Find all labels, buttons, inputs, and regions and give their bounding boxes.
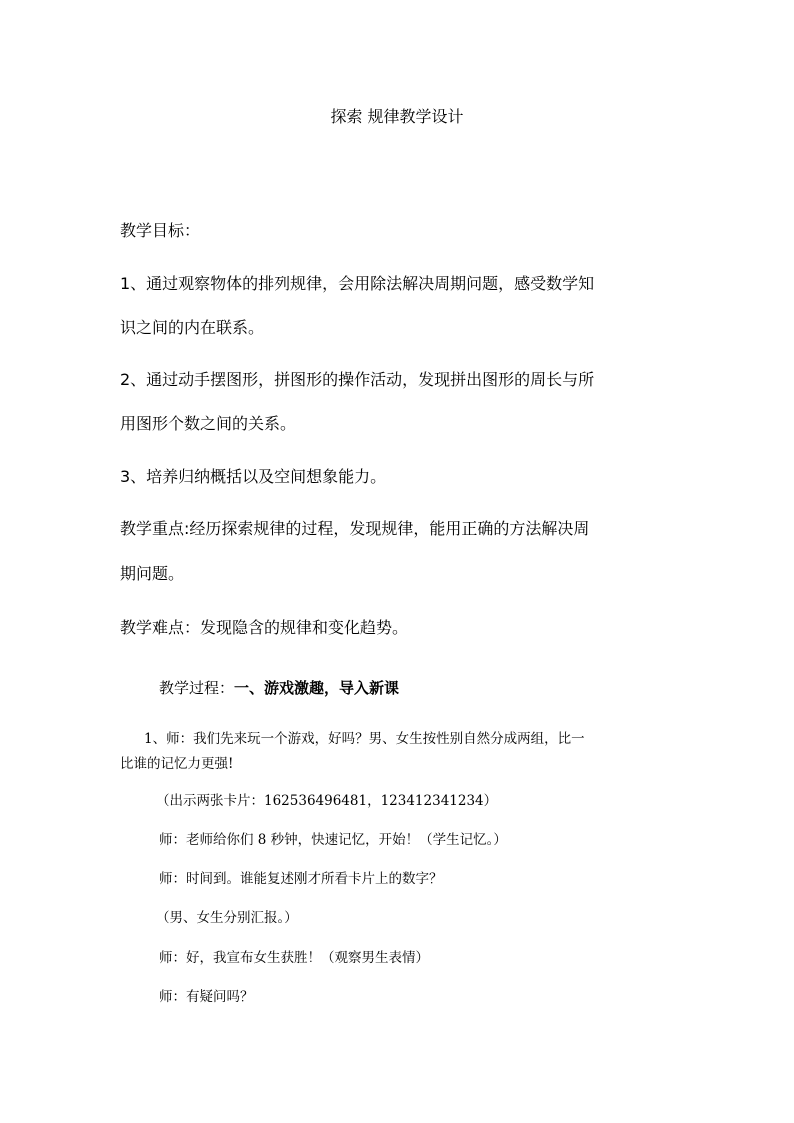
dialogue-4: 师：时间到。谁能复述刚才所看卡片上的数字？ — [159, 871, 443, 887]
process-label: 教学过程： — [159, 679, 235, 697]
difficulty-text: 教学难点：发现隐含的规律和变化趋势。 — [120, 618, 409, 637]
dialogue-6: 师：好，我宣布女生获胜！（观察男生表情） — [159, 950, 429, 966]
process-heading — [159, 677, 399, 698]
objectives-heading: 教学目标： — [120, 221, 201, 240]
dialogue-3: 师：老师给你们 8 秒钟，快速记忆，开始！（学生记忆。） — [159, 832, 507, 848]
key-point-line-2: 期问题。 — [120, 564, 185, 583]
dialogue-2: （出示两张卡片：162536496481，123412341234） — [156, 793, 498, 809]
objective-3: 3、培养归纳概括以及空间想象能力。 — [120, 467, 387, 486]
objective-1-line-2: 识之间的内在联系。 — [120, 318, 265, 337]
objective-2-line-1: 2、通过动手摆图形，拼图形的操作活动，发现拼出图形的周长与所 — [120, 370, 595, 389]
dialogue-7: 师：有疑问吗？ — [159, 989, 254, 1005]
objective-2-line-2: 用图形个数之间的关系。 — [120, 414, 297, 433]
dialogue-1-line-2: 比谁的记忆力更强! — [120, 756, 234, 772]
process-section-title: 一、游戏激趣，导入新课 — [234, 679, 400, 697]
document-title: 探索 规律教学设计 — [330, 107, 464, 126]
objective-1-line-1: 1、通过观察物体的排列规律，会用除法解决周期问题，感受数学知 — [120, 274, 595, 293]
key-point-line-1: 教学重点:经历探索规律的过程，发现规律，能用正确的方法解决周 — [120, 519, 590, 538]
dialogue-1-line-1: 1、师：我们先来玩一个游戏，好吗？男、女生按性别自然分成两组，比一 — [144, 731, 585, 747]
dialogue-5: （男、女生分别汇报。） — [156, 910, 298, 926]
